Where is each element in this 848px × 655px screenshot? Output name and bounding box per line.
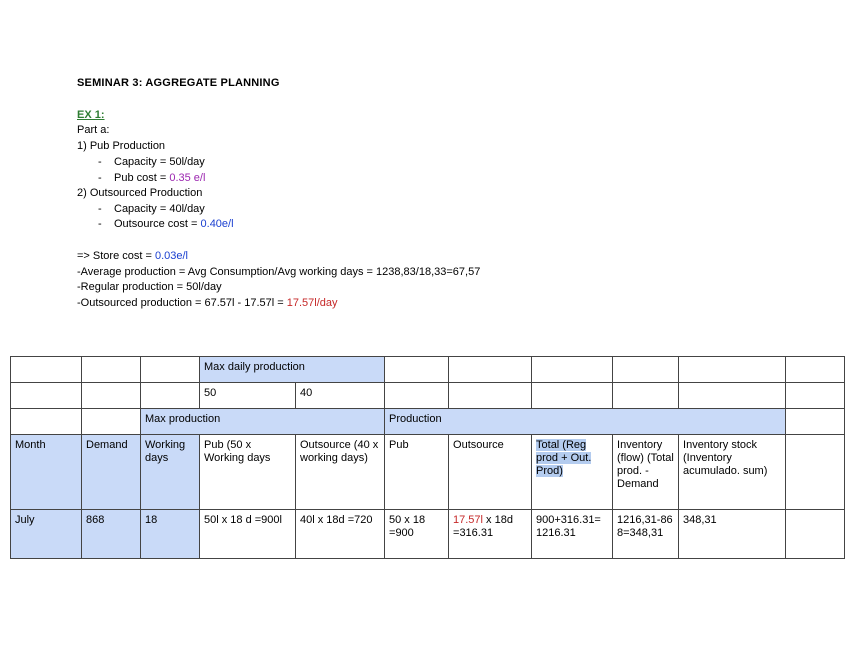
outsourced-calc-label: -Outsourced production = 67.57l - 17.57l = xyxy=(77,297,287,309)
table-cell[interactable] xyxy=(786,510,845,559)
outsource-rate: 17.57l xyxy=(453,514,483,526)
outsourced-production-heading: 2) Outsourced Production xyxy=(77,187,203,199)
table-cell[interactable] xyxy=(82,383,141,409)
table-cell[interactable] xyxy=(679,357,786,383)
total-header[interactable] xyxy=(532,435,613,510)
pub-cost-value: 0.35 e/l xyxy=(169,172,206,184)
working-days-header[interactable]: Working days xyxy=(141,435,200,510)
outsource-calc: x 18d =316.31 xyxy=(453,514,513,539)
table-row xyxy=(11,383,845,409)
pub-capacity-text: Capacity = 50l/day xyxy=(114,156,205,168)
bullet-dash: - xyxy=(98,203,102,215)
part-label: Part a: xyxy=(77,124,110,136)
table-cell[interactable] xyxy=(786,383,845,409)
bullet-dash: - xyxy=(98,156,102,168)
outsource-max-header[interactable]: Outsource (40 x working days) xyxy=(296,435,385,510)
table-cell[interactable] xyxy=(11,409,82,435)
out-capacity-text: Capacity = 40l/day xyxy=(114,203,205,215)
inventory-stock-header[interactable]: Inventory stock (Inventory acumulado. sum) xyxy=(679,435,786,510)
aggregate-plan-table xyxy=(10,356,845,559)
document-title: SEMINAR 3: AGGREGATE PLANNING xyxy=(77,77,280,89)
table-cell[interactable] xyxy=(82,357,141,383)
total-header-text: Total (Reg prod + Out. Prod) xyxy=(536,439,592,477)
month-header[interactable]: Month xyxy=(11,435,82,510)
table-cell[interactable] xyxy=(613,383,679,409)
daily-outsource-cell[interactable]: 40 xyxy=(296,383,385,409)
out-cost-label: Outsource cost = xyxy=(114,218,201,230)
table-cell[interactable] xyxy=(786,409,845,435)
regular-production-line: -Regular production = 50l/day xyxy=(77,281,222,293)
table-cell[interactable] xyxy=(141,383,200,409)
table-cell[interactable] xyxy=(613,357,679,383)
out-cost-item xyxy=(98,217,234,231)
table-row xyxy=(11,409,845,435)
month-cell[interactable]: July xyxy=(11,510,82,559)
exercise-heading: EX 1: xyxy=(77,109,105,121)
table-cell[interactable] xyxy=(385,357,449,383)
outsourced-calc-line xyxy=(77,296,338,310)
table-cell[interactable] xyxy=(11,383,82,409)
pub-max-cell[interactable]: 50l x 18 d =900l xyxy=(200,510,296,559)
demand-cell[interactable]: 868 xyxy=(82,510,141,559)
table-cell[interactable] xyxy=(82,409,141,435)
store-cost-label: => Store cost = xyxy=(77,250,155,262)
out-cost-value: 0.40e/l xyxy=(200,218,234,230)
table-cell[interactable] xyxy=(449,383,532,409)
working-days-cell[interactable]: 18 xyxy=(141,510,200,559)
outsource-max-cell[interactable]: 40l x 18d =720 xyxy=(296,510,385,559)
pub-max-header[interactable]: Pub (50 x Working days xyxy=(200,435,296,510)
table-cell[interactable] xyxy=(679,383,786,409)
max-production-header[interactable]: Max production xyxy=(141,409,385,435)
bullet-dash: - xyxy=(98,172,102,184)
table-cell[interactable] xyxy=(141,357,200,383)
total-cell[interactable]: 900+316.31= 1216.31 xyxy=(532,510,613,559)
table-cell[interactable] xyxy=(449,357,532,383)
pub-cost-label: Pub cost = xyxy=(114,172,170,184)
table-header-row xyxy=(11,435,845,510)
outsourced-calc-value: 17.57l/day xyxy=(286,297,338,309)
production-header[interactable]: Production xyxy=(385,409,786,435)
inventory-flow-cell[interactable]: 1216,31-868=348,31 xyxy=(613,510,679,559)
average-production-line: -Average production = Avg Consumption/Avg working days = 1238,83/18,33=67,57 xyxy=(77,266,481,278)
table-row xyxy=(11,357,845,383)
pub-cost-item xyxy=(98,171,205,185)
table-cell[interactable] xyxy=(786,357,845,383)
pub-header[interactable]: Pub xyxy=(385,435,449,510)
store-cost-line xyxy=(77,249,188,263)
daily-pub-cell[interactable]: 50 xyxy=(200,383,296,409)
pub-capacity-item xyxy=(98,155,205,169)
table-row xyxy=(11,510,845,559)
table-cell[interactable] xyxy=(786,435,845,510)
pub-production-heading: 1) Pub Production xyxy=(77,140,166,152)
outsource-header[interactable]: Outsource xyxy=(449,435,532,510)
table-cell[interactable] xyxy=(385,383,449,409)
demand-header[interactable]: Demand xyxy=(82,435,141,510)
outsource-cell[interactable] xyxy=(449,510,532,559)
inventory-stock-cell[interactable]: 348,31 xyxy=(679,510,786,559)
max-daily-production-header[interactable]: Max daily production xyxy=(200,357,385,383)
store-cost-value: 0.03e/l xyxy=(154,250,188,262)
pub-cell[interactable]: 50 x 18 =900 xyxy=(385,510,449,559)
table-cell[interactable] xyxy=(532,383,613,409)
inventory-flow-header[interactable]: Inventory (flow) (Total prod. - Demand xyxy=(613,435,679,510)
out-capacity-item xyxy=(98,202,205,216)
table-cell[interactable] xyxy=(532,357,613,383)
table-cell[interactable] xyxy=(11,357,82,383)
bullet-dash: - xyxy=(98,218,102,230)
